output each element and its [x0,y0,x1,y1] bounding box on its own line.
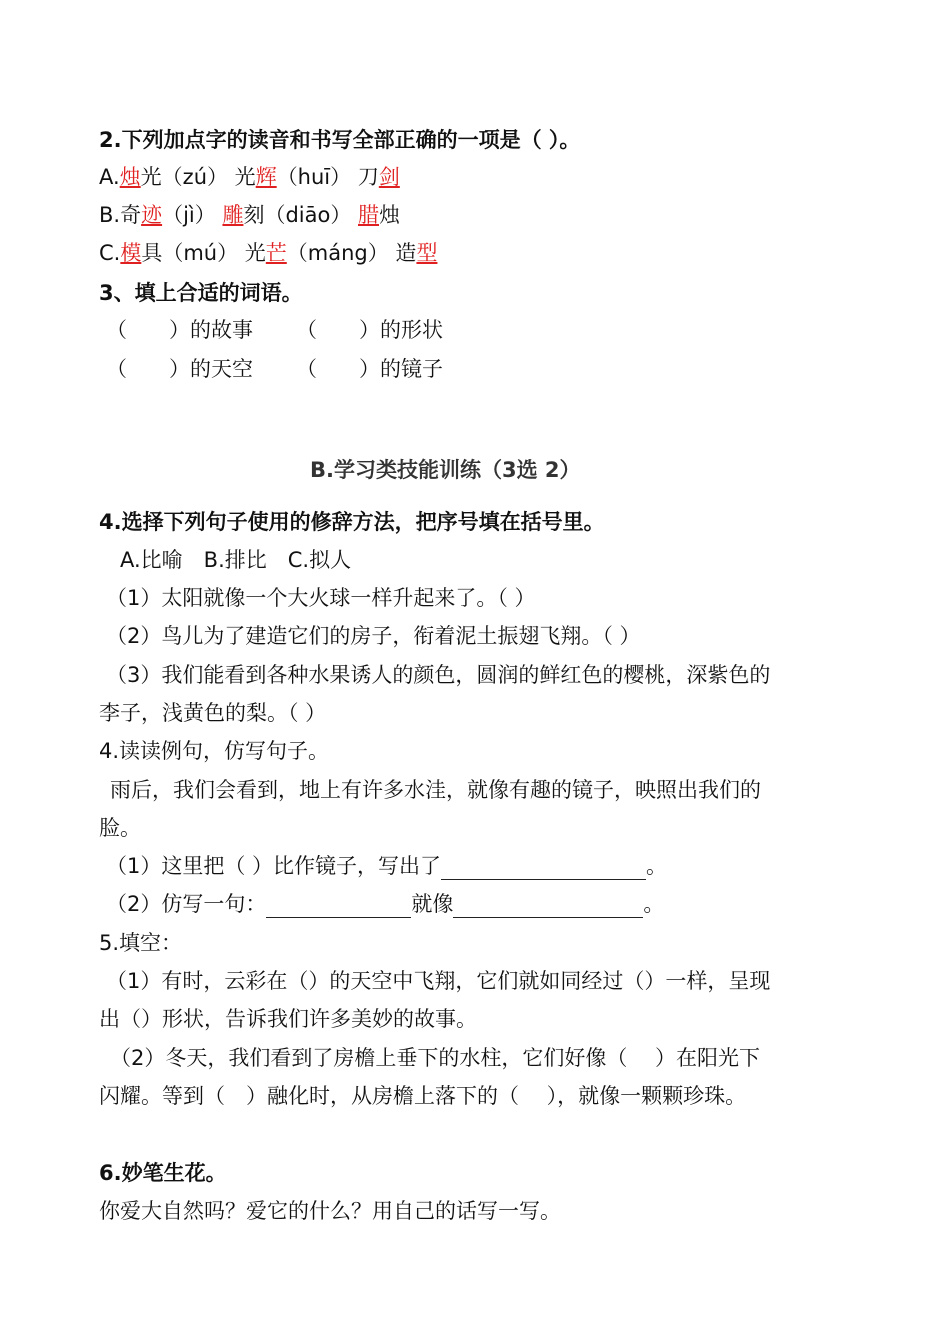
dotted-char: 雕 [222,203,244,227]
q4-sentence-1: （1）太阳就像一个大火球一样升起来了。（ ） [106,586,536,610]
q4-sentence-2: （2）鸟儿为了建造它们的房子，衔着泥土振翅飞翔。（ ） [106,624,641,648]
q2-option-c [99,239,437,267]
text: 。 [646,854,668,878]
q5-title: 5.填空： [99,931,183,955]
q4-options: A.比喻 B.排比 C.拟人 [120,548,352,572]
q3-blank-2: （ ）的形状 [296,318,443,342]
text: 就像 [411,892,454,916]
q2-option-b [99,201,400,229]
q3-blank-3: （ ）的天空 [106,357,253,381]
q2-option-a [99,163,400,191]
q4b-title: 4.读读例句，仿写句子。 [99,739,330,763]
cut-off-heading [300,450,600,482]
answer-blank[interactable] [453,895,643,918]
dotted-char: 模 [120,241,142,265]
q4b-example: 雨后，我们会看到，地上有许多水洼，就像有趣的镜子，映照出我们的 [110,778,761,802]
q2-title: 2.下列加点字的读音和书写全部正确的一项是（ ）。 [99,128,581,152]
text: （huī） 刀 [276,165,379,189]
text: 具（mú） 光 [141,241,266,265]
q5-para-1-cont: 出（）形状，告诉我们许多美妙的故事。 [99,1007,477,1031]
q5-para-1: （1）有时，云彩在（）的天空中飞翔，它们就如同经过（）一样，呈现 [106,969,771,993]
answer-blank[interactable] [266,895,411,918]
text: C. [99,241,121,265]
text: 。 [643,892,665,916]
q6-prompt: 你爱大自然吗？爱它的什么？用自己的话写一写。 [99,1199,561,1223]
text: （2）仿写一句： [106,892,267,916]
q5-para-2-cont: 闪耀。等到（ ）融化时，从房檐上落下的（ ），就像一颗颗珍珠。 [99,1084,747,1108]
q4b-item-1 [106,852,667,880]
text: （máng） 造 [286,241,417,265]
dotted-char: 型 [416,241,438,265]
q3-title: 3、填上合适的词语。 [99,281,303,305]
q4-sentence-3-cont: 李子，浅黄色的梨。（ ） [99,701,327,725]
q6-title: 6.妙笔生花。 [99,1161,227,1185]
text: （1）这里把（ ）比作镜子，写出了 [106,854,442,878]
q5-para-2: （2）冬天，我们看到了房檐上垂下的水柱，它们好像（ ）在阳光下 [110,1046,761,1070]
q4b-example-cont: 脸。 [99,816,141,840]
text: A. [99,165,120,189]
dotted-char: 剑 [378,165,400,189]
text: 光（zú） 光 [140,165,256,189]
answer-blank[interactable] [441,857,646,880]
dotted-char: 辉 [255,165,277,189]
q4-sentence-3: （3）我们能看到各种水果诱人的颜色，圆润的鲜红色的樱桃，深紫色的 [106,663,771,687]
q3-blank-4: （ ）的镜子 [296,357,443,381]
text: 烛 [379,203,401,227]
dotted-char: 芒 [265,241,287,265]
text: B.奇 [99,203,142,227]
q3-blank-1: （ ）的故事 [106,318,253,342]
text: 刻（diāo） [243,203,359,227]
dotted-char: 烛 [119,165,141,189]
text: （jì） [162,203,223,227]
dotted-char: 迹 [141,203,163,227]
dotted-char: 腊 [358,203,380,227]
q4b-item-2 [106,890,664,918]
cut-off-heading-text: B.学习类技能训练（3选 2） [310,458,581,482]
q4-title: 4.选择下列句子使用的修辞方法，把序号填在括号里。 [99,510,605,534]
